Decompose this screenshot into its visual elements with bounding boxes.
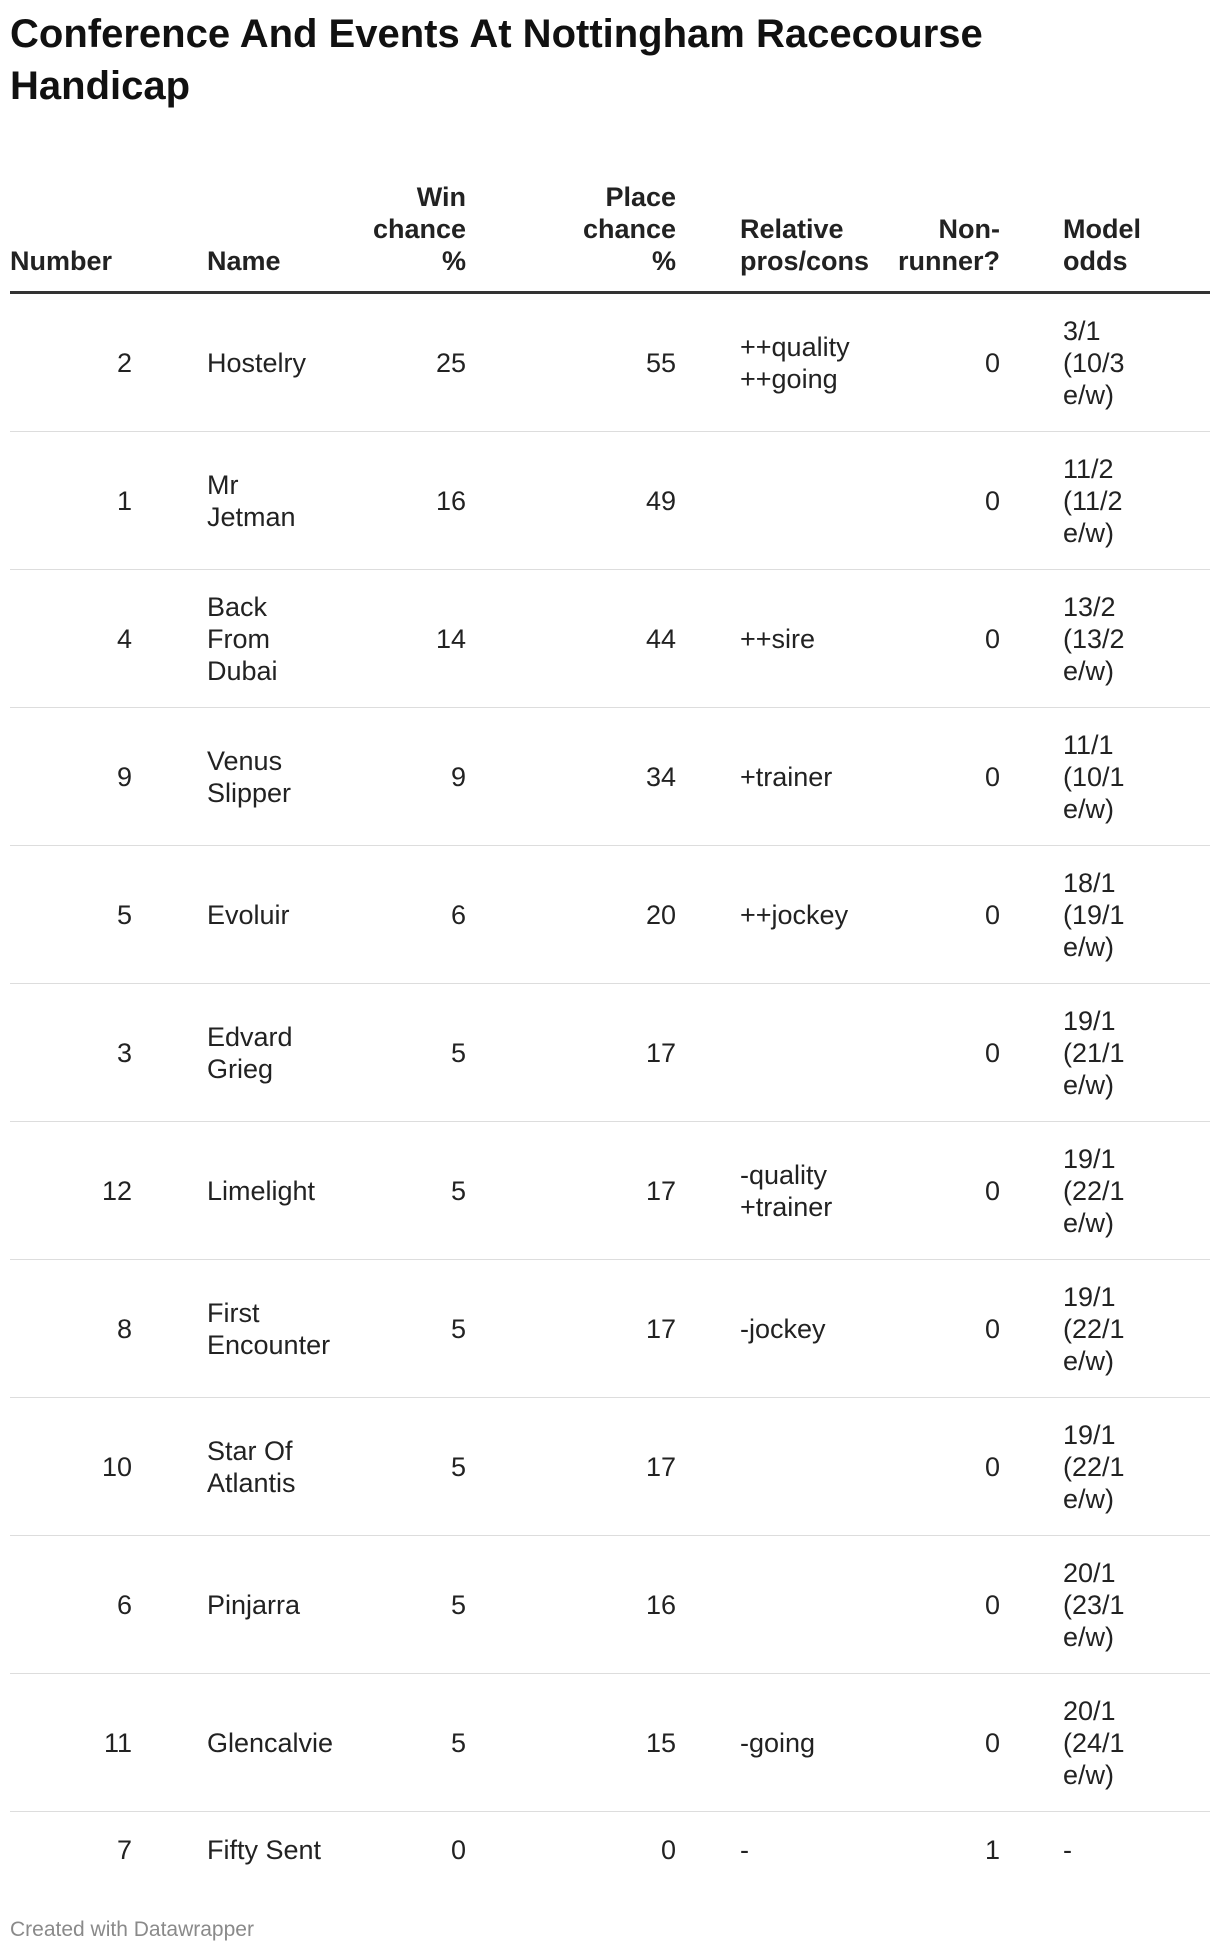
cell-name: Edvard Grieg xyxy=(142,984,352,1122)
table-body xyxy=(10,293,1210,1888)
cell-non-runner: 0 xyxy=(880,708,1000,846)
cell-place-chance: 17 xyxy=(466,1398,676,1536)
table-row xyxy=(10,293,1210,432)
cell-win-chance: 5 xyxy=(352,984,466,1122)
cell-name: Hostelry xyxy=(142,293,352,432)
cell-name: Venus Slipper xyxy=(142,708,352,846)
cell-pros-cons: ++jockey xyxy=(676,846,880,984)
cell-win-chance: 5 xyxy=(352,1674,466,1812)
cell-pros-cons xyxy=(676,1536,880,1674)
cell-number: 3 xyxy=(10,984,142,1122)
cell-win-chance: 16 xyxy=(352,432,466,570)
cell-win-chance: 14 xyxy=(352,570,466,708)
table-row xyxy=(10,1674,1210,1812)
cell-place-chance: 34 xyxy=(466,708,676,846)
column-header-non-runner[interactable]: Non- runner? xyxy=(880,160,1000,293)
cell-place-chance: 20 xyxy=(466,846,676,984)
cell-non-runner: 0 xyxy=(880,570,1000,708)
cell-pros-cons: +trainer xyxy=(676,708,880,846)
column-header-place-chance[interactable]: Place chance % xyxy=(466,160,676,293)
cell-model-odds: - xyxy=(1063,1834,1072,1865)
cell-model-odds: 20/1 (23/1 e/w) xyxy=(1000,1536,1210,1674)
table-row xyxy=(10,1812,1210,1888)
cell-non-runner: 0 xyxy=(880,293,1000,432)
cell-win-chance: 0 xyxy=(450,1834,466,1865)
cell-place-chance: 0 xyxy=(660,1834,676,1865)
cell-number: 11 xyxy=(10,1674,142,1812)
cell-number: 1 xyxy=(10,432,142,570)
cell-number: 10 xyxy=(10,1398,142,1536)
column-header-win-chance[interactable]: Win chance % xyxy=(352,160,466,293)
cell-name: Pinjarra xyxy=(142,1536,352,1674)
cell-model-odds: 19/1 (22/1 e/w) xyxy=(1000,1398,1210,1536)
table-row xyxy=(10,708,1210,846)
cell-non-runner: 0 xyxy=(880,984,1000,1122)
cell-pros-cons: ++sire xyxy=(676,570,880,708)
cell-place-chance: 55 xyxy=(466,293,676,432)
cell-pros-cons: - xyxy=(740,1834,749,1865)
column-header-model-odds[interactable]: Model odds xyxy=(1000,160,1210,293)
cell-non-runner: 0 xyxy=(880,1398,1000,1536)
cell-non-runner: 0 xyxy=(880,1260,1000,1398)
cell-number: 9 xyxy=(10,708,142,846)
cell-win-chance: 9 xyxy=(352,708,466,846)
table-row xyxy=(10,1536,1210,1674)
cell-name: Evoluir xyxy=(142,846,352,984)
cell-name: Star Of Atlantis xyxy=(142,1398,352,1536)
cell-model-odds: 18/1 (19/1 e/w) xyxy=(1000,846,1210,984)
cell-place-chance: 49 xyxy=(466,432,676,570)
table-row xyxy=(10,432,1210,570)
cell-model-odds: 11/2 (11/2 e/w) xyxy=(1000,432,1210,570)
cell-win-chance: 5 xyxy=(352,1536,466,1674)
cell-win-chance: 5 xyxy=(352,1122,466,1260)
table-row xyxy=(10,1260,1210,1398)
cell-win-chance: 6 xyxy=(352,846,466,984)
table-row xyxy=(10,1398,1210,1536)
cell-name: Fifty Sent xyxy=(207,1834,322,1865)
cell-pros-cons: -quality +trainer xyxy=(676,1122,880,1260)
cell-model-odds: 20/1 (24/1 e/w) xyxy=(1000,1674,1210,1812)
cell-model-odds: 13/2 (13/2 e/w) xyxy=(1000,570,1210,708)
cell-pros-cons xyxy=(676,984,880,1122)
cell-win-chance: 5 xyxy=(352,1260,466,1398)
cell-pros-cons: -jockey xyxy=(676,1260,880,1398)
cell-number: 7 xyxy=(116,1834,132,1865)
cell-non-runner: 0 xyxy=(880,1122,1000,1260)
cell-place-chance: 16 xyxy=(466,1536,676,1674)
cell-name: Glencalvie xyxy=(142,1674,352,1812)
cell-number: 4 xyxy=(10,570,142,708)
cell-place-chance: 44 xyxy=(466,570,676,708)
cell-model-odds: 19/1 (22/1 e/w) xyxy=(1000,1260,1210,1398)
table-row xyxy=(10,570,1210,708)
column-header-name[interactable]: Name xyxy=(142,160,352,293)
table-row xyxy=(10,1122,1210,1260)
cell-model-odds: 3/1 (10/3 e/w) xyxy=(1000,293,1210,432)
cell-place-chance: 17 xyxy=(466,1260,676,1398)
cell-pros-cons xyxy=(676,432,880,570)
cell-name: Limelight xyxy=(142,1122,352,1260)
cell-win-chance: 5 xyxy=(352,1398,466,1536)
cell-name: First Encounter xyxy=(142,1260,352,1398)
column-header-number[interactable]: Number xyxy=(10,160,142,293)
cell-place-chance: 17 xyxy=(466,984,676,1122)
cell-name: Mr Jetman xyxy=(142,432,352,570)
cell-win-chance: 25 xyxy=(352,293,466,432)
table-title: Conference And Events At Nottingham Racecourse Handicap xyxy=(10,12,983,108)
cell-number: 6 xyxy=(10,1536,142,1674)
cell-pros-cons: -going xyxy=(676,1674,880,1812)
table-row xyxy=(10,846,1210,984)
cell-model-odds: 19/1 (22/1 e/w) xyxy=(1000,1122,1210,1260)
cell-non-runner: 0 xyxy=(880,1674,1000,1812)
cell-non-runner: 0 xyxy=(880,846,1000,984)
cell-pros-cons: ++quality ++going xyxy=(676,293,880,432)
cell-number: 8 xyxy=(10,1260,142,1398)
cell-model-odds: 19/1 (21/1 e/w) xyxy=(1000,984,1210,1122)
cell-number: 2 xyxy=(10,293,142,432)
footer-credit: Created with Datawrapper xyxy=(10,1918,254,1941)
cell-place-chance: 17 xyxy=(466,1122,676,1260)
cell-number: 12 xyxy=(10,1122,142,1260)
cell-non-runner: 1 xyxy=(984,1834,1000,1865)
cell-non-runner: 0 xyxy=(880,1536,1000,1674)
runners-table xyxy=(10,160,1210,1887)
cell-number: 5 xyxy=(10,846,142,984)
cell-place-chance: 15 xyxy=(466,1674,676,1812)
cell-model-odds: 11/1 (10/1 e/w) xyxy=(1000,708,1210,846)
table-row xyxy=(10,984,1210,1122)
column-header-pros-cons[interactable]: Relative pros/cons xyxy=(676,160,880,293)
cell-non-runner: 0 xyxy=(880,432,1000,570)
cell-pros-cons xyxy=(676,1398,880,1536)
cell-name: Back From Dubai xyxy=(142,570,352,708)
header-row xyxy=(10,160,1210,293)
